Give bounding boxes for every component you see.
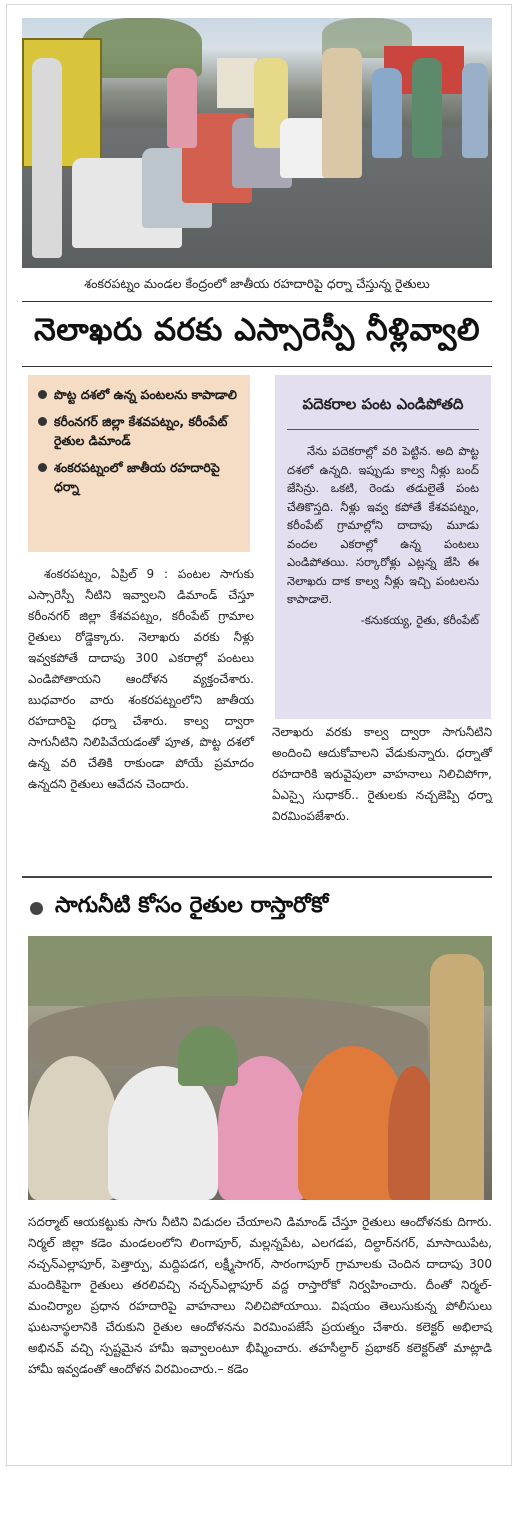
person-figure <box>178 1026 238 1086</box>
bullet-icon <box>38 463 47 472</box>
bullet-icon <box>38 417 47 426</box>
person-figure <box>28 1056 118 1200</box>
photo-caption: శంకరపట్నం మండల కేంద్రంలో జాతీయ రహదారిపై ధర్నా చేస్తున్న రైతులు <box>84 276 430 291</box>
second-story-headline <box>30 893 328 923</box>
highlight-text: కరీంనగర్ జిల్లా కేశవపట్నం, కరీంపేట్ రైతుల డిమాండ్ <box>54 414 228 448</box>
highlight-text: శంకరపట్నంలో జాతీయ రహదారిపై ధర్నా <box>54 460 220 494</box>
quote-title: పదెకరాల పంట ఎండిపోతది <box>302 395 464 413</box>
section-divider <box>22 876 492 878</box>
bullet-icon <box>30 902 43 915</box>
second-story-title: సాగునీటి కోసం రైతుల రాస్తారోకో <box>55 893 329 918</box>
police-officer-figure <box>322 48 362 178</box>
second-story-body: సదర్మాట్ ఆయకట్టుకు సాగు నీటిని విడుదల చేయాలని డిమాండ్ చేస్తూ రైతులు ఆందోళనకు దిగారు. నిర్మల్ జిల్లా కడెం మండలంలోని లింగాపూర్, మల్లన్నపేట, ఎలగడప, దిల్దార్‌నగర్, మాసాయిపేట, నచ్చన్‌ఎల్లాపూర్, పెత్తార్పు, మద్దిపడగ, లక్ష్మీసాగర్, సారంగాపూర్ గ్రామాలకు చెందిన దాదాపు 300 మందికిపైగా రైతులు తరలివచ్చి నచ్చన్‌ఎల్లాపూర్ వద్ద రాస్తారోకో నిర్వహించారు. దీంతో నిర్మల్-మంచిర్యాల ప్రధాన రహదారిపై వాహనాలు నిలిచిపోయాయి. విషయం తెలుసుకున్న పోలీసులు ఘటనాస్థలానికి చేరుకుని రైతుల ఆందోళనను విరమింపజేసే ప్రయత్నం చేశారు. కలెక్టర్ అభిలాష అభినవ్ వచ్చి స్పష్టమైన హామీ ఇవ్వాలంటూ భీష్మించారు. తహసీల్దార్ ప్రభాకర్ కలెక్టర్‌తో మాట్లాడి హామీ ఇవ్వడంతో ఆందోళన విరమించారు.– కడెం <box>28 1215 492 1376</box>
divider-line <box>287 429 479 430</box>
article-column-left: శంకరపట్నం, ఏప్రిల్ 9 : పంటల సాగుకు ఎస్సారెస్పీ నీటిని ఇవ్వాలని డిమాండ్ చేస్తూ కరీంనగర్ జిల్లా కేశవపట్నం, కరీంపేట్ గ్రామాల రైతులు రోడ్డెక్కారు. నెలాఖరు వరకు నీళ్లు ఇవ్వకపోతే దాదాపు 300 ఎకరాల్లో పంటలు ఎండిపోతాయని ఆందోళన వ్యక్తంచేశారు. బుధవారం వారు శంకరపట్నంలోని జాతీయ రహదారిపై ధర్నా చేశారు. కాల్వ ద్వారా సాగునీటిని నిలిపివేయడంతో పూత, పొట్ట దశలో ఉన్న వరి చేతికి రాకుండా పోయే ప్రమాదం ఉన్నదని రైతులు ఆవేదన చెందారు. <box>28 567 254 791</box>
person-figure <box>412 58 442 158</box>
rasta-roko-photo <box>28 936 492 1200</box>
quote-text: నేను పదెకరాల్లో వరి పెట్టిన. అది పొట్ట దశలో ఉన్నది. ఇప్పుడు కాల్వ నీళ్లు బంద్ జేసిన్రు. ఒకటి, రెండు తడులైతే పంట చేతికొస్తది. నీళ్లు ఇవ్వ కపోతే కేశవపట్నం, కరీంపేట్ గ్రామాల్లోని దాదాపు మూడు వందల ఎకరాల్లో ఉన్న పంటలు ఎండిపోతయి. సర్కారోళ్లు ఎట్లన్న జేసి ఈ నెలాఖరు దాక కాల్వ నీళ్లు ఇచ్చి పంటలను కాపాడాలె. <box>287 444 479 606</box>
vehicle-shape <box>217 58 257 108</box>
person-figure <box>372 68 402 158</box>
highlight-item <box>38 385 242 404</box>
person-figure <box>108 1066 218 1200</box>
highlight-item <box>38 412 242 450</box>
farmers-protest-photo <box>22 18 492 268</box>
quote-signature: -కనుకయ్య, రైతు, కరీంపేట్ <box>360 612 479 627</box>
person-figure <box>167 68 197 148</box>
article-column-right: నెలాఖరు వరకు కాల్వ ద్వారా సాగునీటిని అందించి ఆదుకోవాలని వేడుకున్నారు. ధర్నాతో రహదారికి ఇరువైపులా వాహనాలు నిలిచిపోగా, ఏఎస్సై సుధాకర్.. రైతులకు నచ్చజెప్పి ధర్నా విరమింపజేశారు. <box>272 725 492 823</box>
person-figure <box>462 63 488 158</box>
bullet-icon <box>38 390 47 399</box>
highlight-text: పొట్ట దశలో ఉన్న పంటలను కాపాడాలి <box>54 387 237 402</box>
divider-line <box>22 301 492 302</box>
divider-line <box>22 366 492 367</box>
highlight-item <box>38 458 242 496</box>
police-officer-figure <box>430 954 484 1200</box>
main-headline: నెలాఖరు వరకు ఎస్సారెస్పీ నీళ్లివ్వాలి <box>33 312 481 348</box>
person-figure <box>32 58 62 258</box>
highlights-box <box>28 375 250 552</box>
farmer-quote-box <box>275 375 491 719</box>
